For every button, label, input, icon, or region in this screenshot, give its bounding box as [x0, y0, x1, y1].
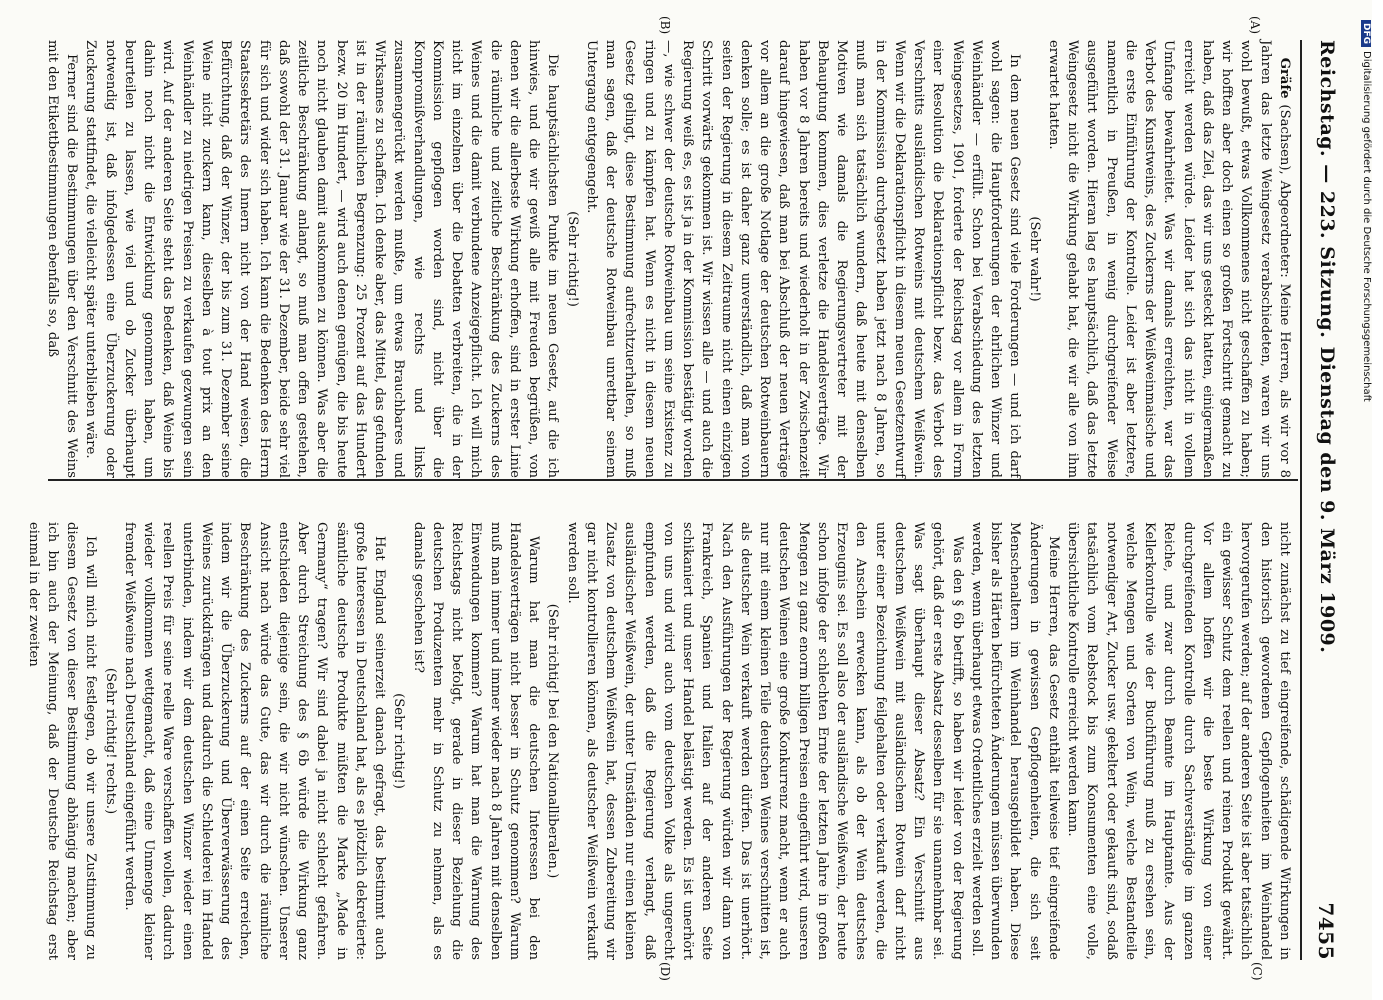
right-column — [25, 522, 1294, 960]
margin-mark-a: (A) — [1248, 16, 1262, 35]
interjection: (Sehr richtig! bei den Nationalliberalen.) — [545, 603, 561, 879]
margin-mark-d: (D) — [658, 962, 672, 981]
speech-paragraph: Hat England seinerzeit danach gefragt, das bestimmt auch große Interessen in Deutschland hat, als es plötzlich dekretierte: sämtliche deutsche Produkte müßten die Marke „Made in Germany“ tragen? Wir sind dabei ja nicht schlecht gefahren. Aber durch Streichung des § 6b würde die Wirkung ganz entschieden diejenige sein, die wir nicht wünschen. Unserer Ansicht nach würde das Gute, das wir durch die räumliche Beschränkung des Zuckerns auf der einen Seite erreichen, indem wir die Überzuckerung und Überverwässerung des Weines zurückdrängen und dadurch die Schleuderei im Handel unterbinden, indem wir dem deutschen Winzer wieder einen reellen Preis für seine reelle Ware verschaffen wollen, dadurch wieder vollkommen wettgemacht, daß eine Unmenge kleiner fremder Weißweine nach Deutschland eingeführt werden. — [122, 522, 388, 960]
interjection: (Sehr wahr!) — [1026, 216, 1042, 302]
paragraph-text: (Sachsen), Abgeordneter: Meine Herren, als wir vor 8 Jahren das letzte Weingesetz verabschiedeten, waren wir uns wohl bewußt, etwas Vollkommenes nicht geschaffen zu haben; wir hofften aber doch einen so großen Fortschritt gemacht zu haben, daß das Ziel, das wir uns gesteckt hatten, einigermaßen erreicht werden würde. Leider hat sich das nicht in vollem Umfange bewahrheitet. Was wir damals erreichten, war das Verbot des Kunstweins, des Zuckerns der Weißweinmaische und die erste Einführung der Kontrolle. Leider ist aber letztere, namentlich in Preußen, in wenig durchgreifender Weise ausgeführt worden. Hieran lag es hauptsächlich, daß das letzte Weingesetz nicht die Wirkung gehabt hat, die wir alle von ihm erwartet hatten. — [1046, 40, 1292, 479]
margin-mark-b: (B) — [658, 16, 672, 35]
speech-paragraph: In dem neuen Gesetz sind viele Forderungen — und ich darf wohl sagen: die Hauptforderungen der ehrlichen Winzer und Weinhändler — erfüllt. Schon bei Verabschiedung des letzten Weingesetzes, 1901, forderte der Reichstag vor allem in Form einer Resolution die Deklarationspflicht bezw. das Verbot des Verschnitts ausländischen Rotweins mit deutschem Weißwein. Wenn wir die Deklarationspflicht in diesem neuen Gesetzentwurf in der Kommission durchgesetzt haben jetzt nach 8 Jahren, so muß man sich tatsächlich wundern, daß heute mit denselben Motiven wie damals die Regierungsvertreter mit der Behauptung kommen, dies verletze die Handelsverträge. Wir haben vor 8 Jahren bereits und wiederholt in der Zwischenzeit darauf hingewiesen, daß man bei Abschluß der neuen Verträge vor allem an die große Notlage der deutschen Rotweinbauern denken solle; es ist daher ganz unverständlich, daß man von seiten der Regierung in diesem Zeitraume nicht einen einzigen Schritt vorwärts gekommen ist. Wir wissen alle — und auch die Regierung weiß es, es ist ja in der Kommission bestätigt worden —, wie schwer der deutsche Rotweinbau um seine Existenz zu ringen und zu kämpfen hat. Wenn es nicht in diesem neuen Gesetz gelingt, diese Bestimmung aufrechtzuerhalten, so muß man sagen, daß der deutsche Rotweinbau unrettbar seinem Untergang entgegengeht. — [584, 40, 1023, 478]
header-session: Reichstag. — 223. Sitzung. — [1316, 40, 1338, 339]
speech-paragraph: Meine Herren, das Gesetz enthält teilweise tief eingreifende Änderungen in gewissen Gepflogenheiten, die sich seit Menschenaltern im Weinhandel herausgebildet haben. Diese bisher als Härten befürchteten Änderungen müssen überwunden werden, wenn überhaupt etwas Ordentliches erzielt werden soll. — [969, 522, 1061, 960]
speech-paragraph: Was den § 6b betrifft, so haben wir leider von der Regierung gehört, daß der erste Absatz desselben für sie unannehmbar sei. Was sagt überhaupt dieser Absatz? Ein Verschnitt aus deutschem Weißwein mit ausländischem Rotwein darf nicht unter einer Bezeichnung feilgehalten oder verkauft werden, die den Anschein erwecken kann, als ob der Wein deutsches Erzeugnis sei. Es soll also der ausländische Weißwein, der heute schon infolge der schlechten Ernte der letzten Jahre in großen Mengen zu ganz enorm billigen Preisen eingeführt wird, unseren deutschen Weinen eine große Konkurrenz macht, wenn er auch nur mit einem kleinen Teile deutschen Weines verschnitten ist, als deutscher Wein verkauft werden dürfen. Das ist unerhört. Nach den Ausführungen der Regierung würden wir dann von Frankreich, Spanien und Italien auf der anderen Seite schikaniert und unser Handel belästigt werden. Es ist unerhört von uns und wird auch vom deutschen Volke als ungerecht empfunden werden, daß die Regierung verlangt, daß ausländischer Weißwein, der unter Umständen nur einen kleinen Zusatz von deutschem Weißwein hat, dessen Zubereitung wir gar nicht kontrollieren können, als deutscher Weißwein verkauft werden soll. — [564, 522, 965, 960]
digitization-credit — [1360, 20, 1372, 1000]
speech-paragraph: Ferner sind die Bestimmungen über den Verschnitt des Weins mit den Etikettbestimmungen ebenfalls so, daß — [45, 40, 80, 478]
interjection: (Sehr richtig!) — [391, 693, 407, 789]
column-rule — [48, 479, 1298, 481]
margin-mark-c: (C) — [1250, 962, 1264, 981]
page-number: 7455 — [1314, 902, 1338, 960]
speech-paragraph: Warum hat man die deutschen Interessen bei den Handelsverträgen nicht besser in Schutz genommen? Warum muß man immer und immer wieder nach 8 Jahren mit denselben Einwendungen kommen? Warum hat man die Warnung des Reichstags nicht befolgt, gerade in dieser Beziehung die deutschen Produzenten mehr in Schutz zu nehmen, als es damals geschehen ist? — [410, 522, 542, 960]
speech-paragraph: nicht zunächst zu tief eingreifende, schädigende Wirkungen in den historisch gewordenen Gepflogenheiten im Weinhandel hervorgerufen werden; auf der anderen Seite ist aber tatsächlich ein gewisser Schutz dem reellen und reinen Produkt gewährt. Vor allem hoffen wir die beste Wirkung von einer durchgreifenden Kontrolle durch Sachverständige im ganzen Reiche, und zwar durch Beamte im Hauptamte. Aus der Kellerkontrolle wie der Buchführung muß zu ersehen sein, welche Mengen und Sorten von Wein, welche Bestandteile notwendiger Art, Zucker usw. gekeltert oder gekauft sind, sodaß tatsächlich vom Rebstock bis zum Konsumenten eine volle, übersichtliche Kontrolle erreicht werden kann. — [1065, 522, 1292, 960]
speech-paragraph: Ich will mich nicht festlegen, ob wir unsere Zustimmung zu diesem Gesetz von dieser Bestimmung abhängig machen; aber ich bin auch der Meinung, daß der Deutsche Reichstag erst einmal in der zweiten — [25, 522, 99, 960]
page-header — [1304, 40, 1344, 960]
speech-paragraph — [1044, 40, 1294, 478]
header-date: Dienstag den 9. März 1909. — [1316, 346, 1338, 654]
dfg-logo: DFG — [1361, 20, 1371, 47]
left-column — [45, 40, 1294, 479]
interjection: (Sehr richtig!) — [564, 211, 580, 307]
speaker-name: Gräfe — [1277, 57, 1292, 99]
interjection: (Sehr richtig! rechts.) — [102, 667, 118, 815]
header-rule — [1300, 40, 1302, 960]
speech-paragraph: Die hauptsächlichsten Punkte im neuen Gesetz, auf die ich hinwies, und die wir gewiß alle mit Freuden begrüßen, von denen wir die allerbeste Wirkung erhoffen, sind in erster Linie die räumliche und zeitliche Beschränkung des Zuckerns des Weines und die damit verbundene Anzeigepflicht. Ich will mich nicht im einzelnen über die Debatten verbreiten, die in der Kommission gepflogen worden sind, nicht über die Kompromißverhandlungen, wie rechts und links zusammengerückt werden mußte, um etwas Brauchbares und Wirksames zu schaffen. Ich denke aber, das Mittel, das gefunden ist in der räumlichen Begrenzung: 25 Prozent auf das Hundert bezw. 20 im Hundert, — wird auch denen genügen, die bis heute noch nicht glauben damit auskommen zu können. Was aber die zeitliche Beschränkung anlangt, so muß man offen gestehen, daß sowohl der 31. Januar wie der 31. Dezember, beide sehr viel für sich und wider sich haben. Ich kann die Bedenken des Herrn Staatssekretärs des Innern nicht von der Hand weisen, die Befürchtung, daß der Winzer, der bis zum 31. Dezember seine Weine nicht zuckern kann, dieselben à tout prix an den Weinhändler zu niedrigen Preisen zu verkaufen gezwungen sein wird. Auf der anderen Seite steht das Bedenken, daß Weine bis dahin noch nicht die Entwicklung genommen haben, um beurteilen zu lassen, wie viel und ob Zucker überhaupt notwendig ist, daß infolgedessen eine Überzuckerung oder Zuckerung stattfindet, die vielleicht später unterblieben wäre. — [83, 40, 561, 478]
credit-text: Digitalisierung gefördert durch die Deutsche Forschungsgemeinschaft — [1361, 51, 1372, 402]
